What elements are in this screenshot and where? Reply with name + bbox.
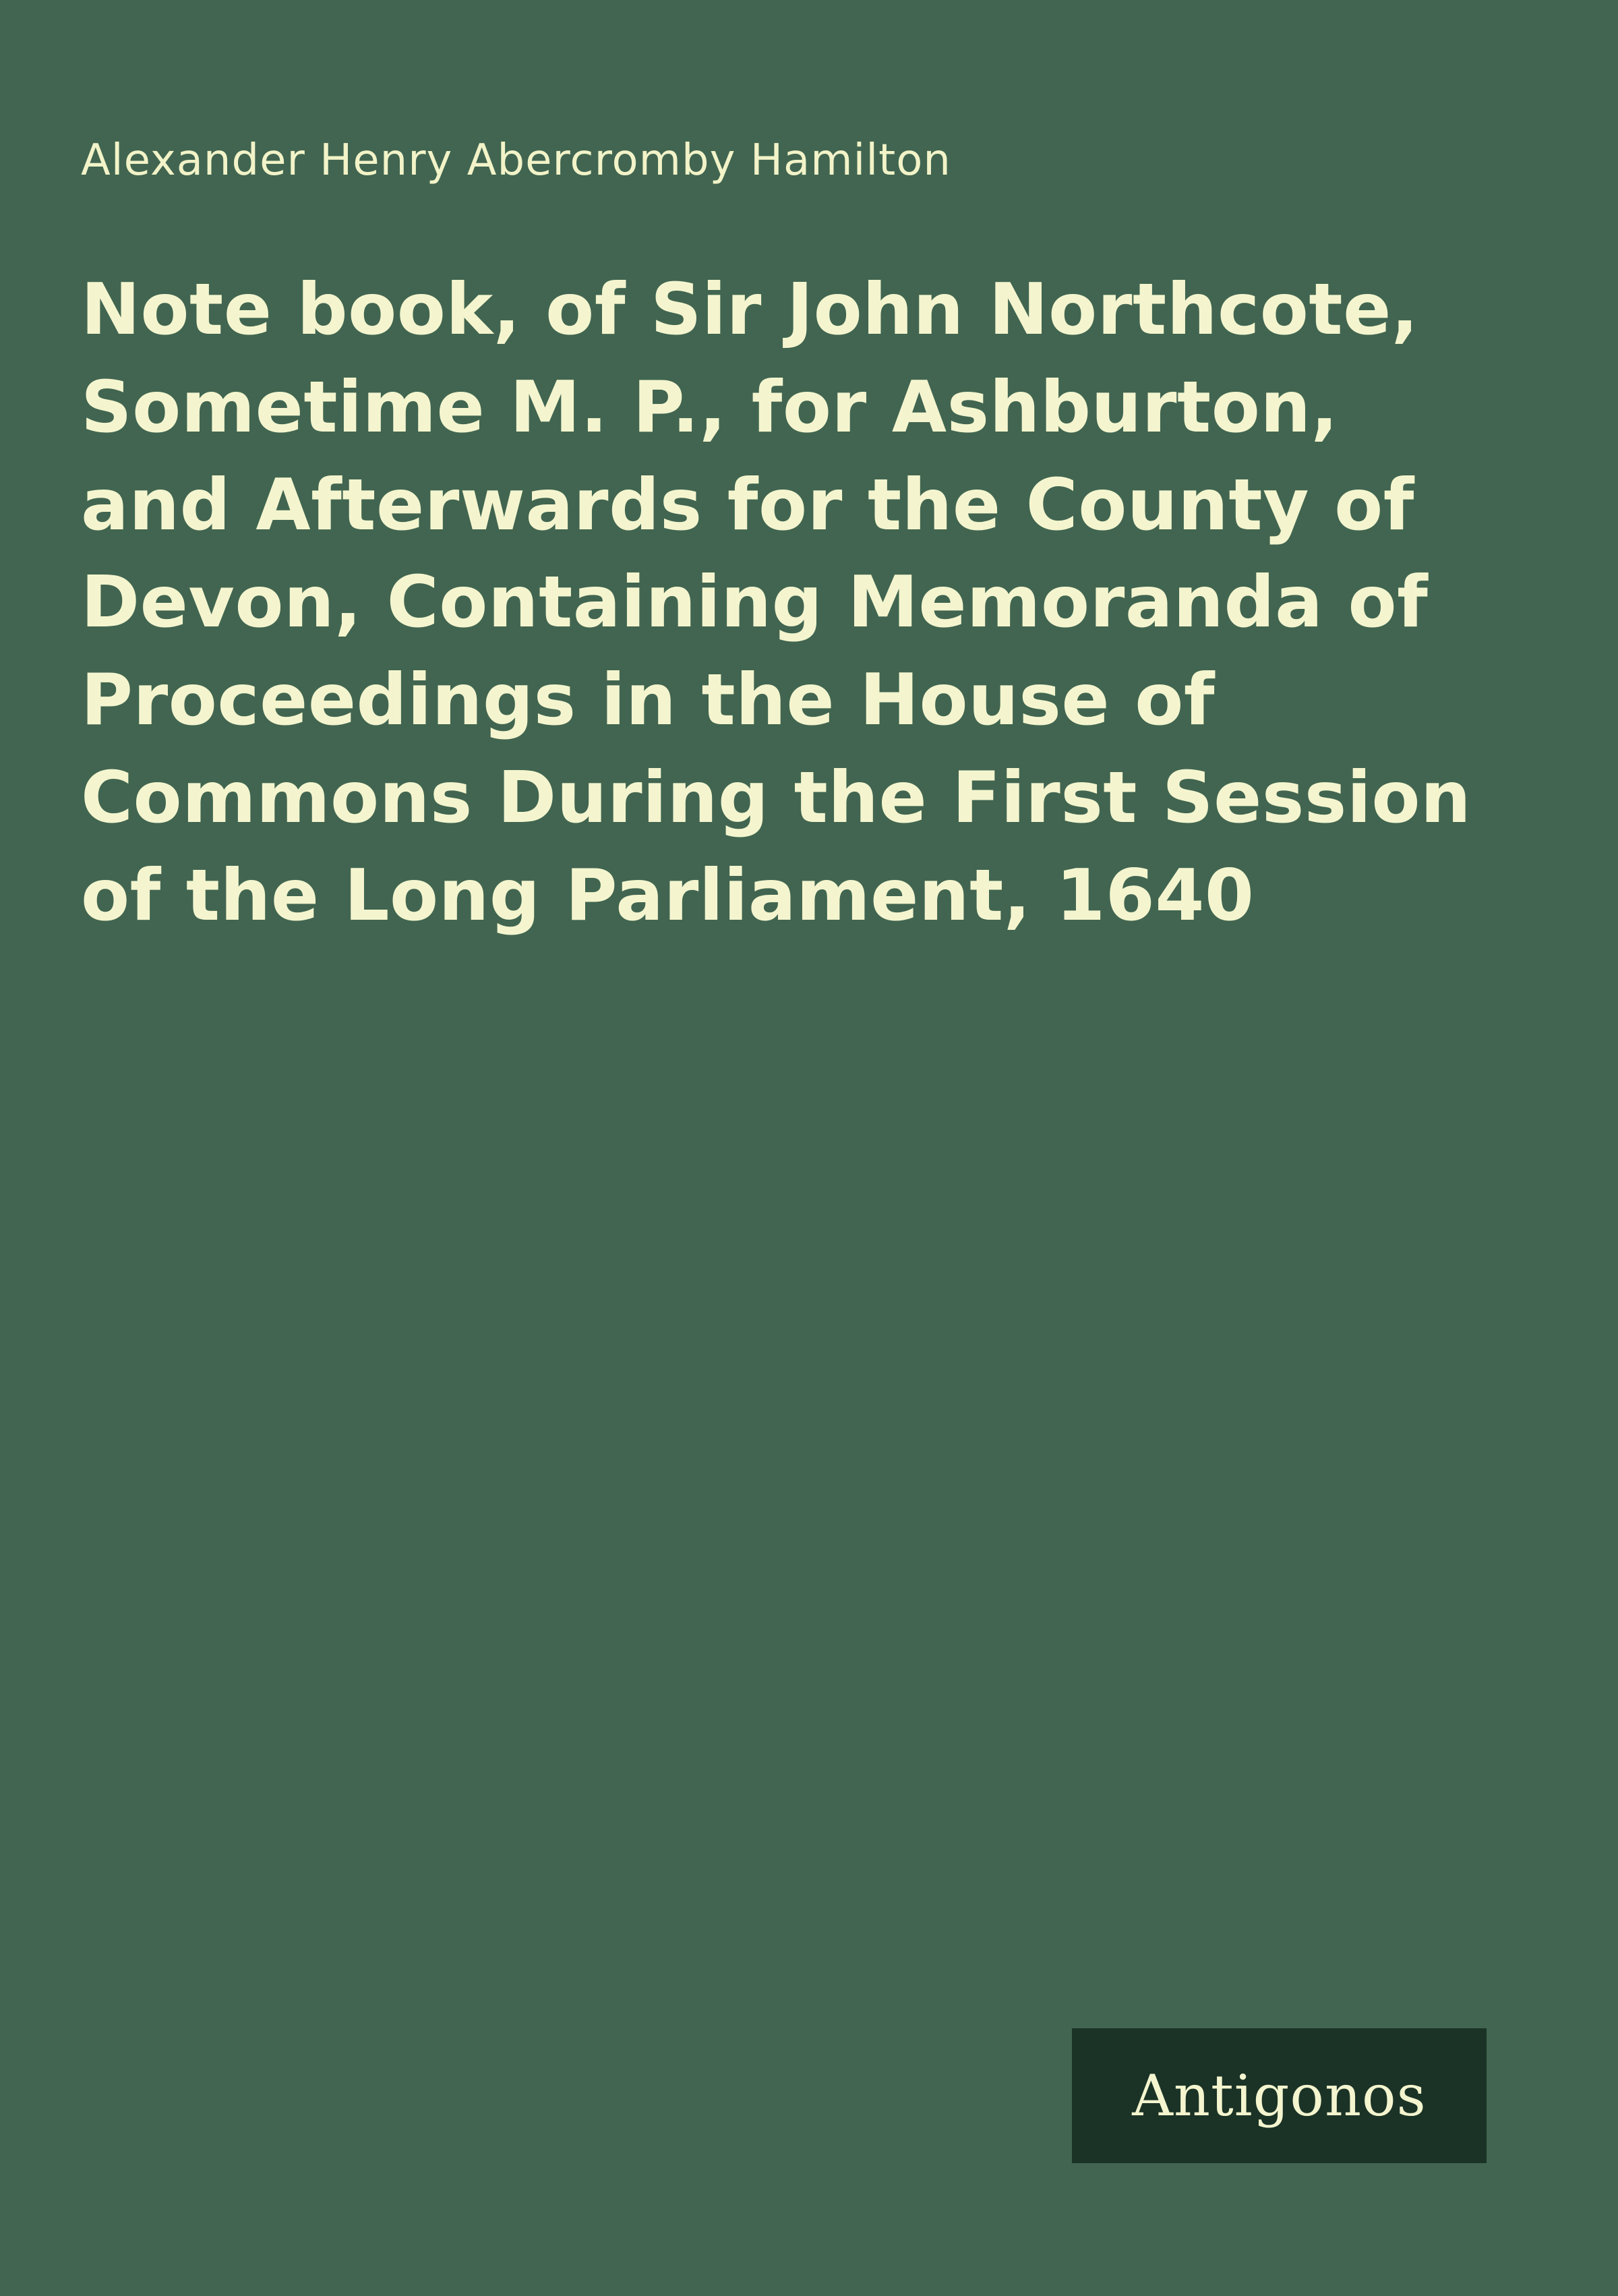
publisher-badge (1072, 2028, 1487, 2163)
publisher-name: Antigonos (1132, 2063, 1427, 2129)
book-title: Note book, of Sir John Northcote, Sometime M. P., for Ashburton, and Afterwards for the County of Devon, Containing Memoranda of Proceedings in the House of Commons During the First Session of the Long Parliament, 1640 (81, 268, 1472, 937)
author-name: Alexander Henry Abercromby Hamilton (81, 136, 951, 185)
